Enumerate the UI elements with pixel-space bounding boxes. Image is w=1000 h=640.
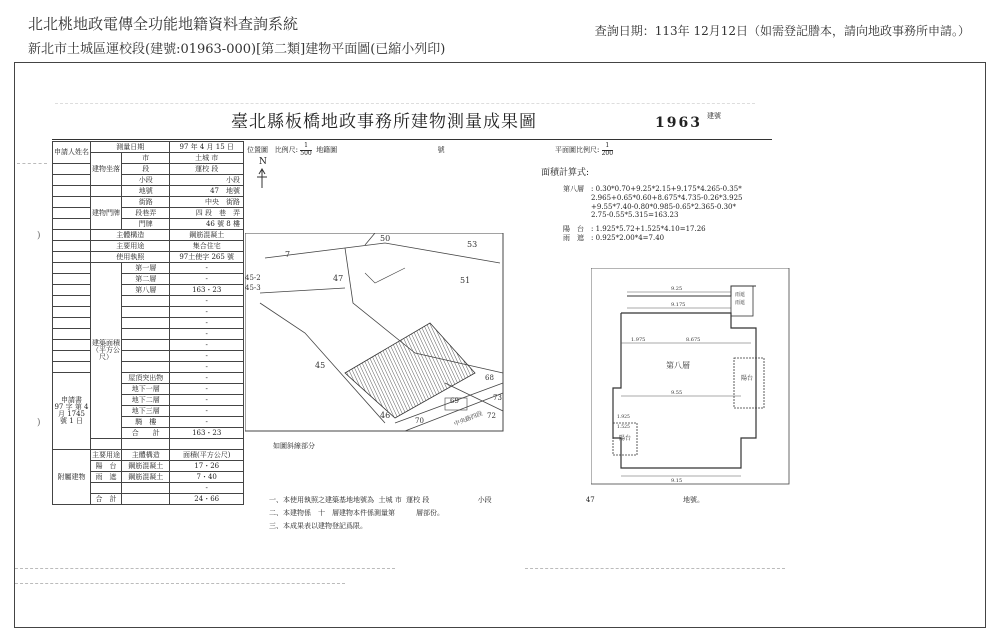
lot-number: 7 (285, 250, 291, 259)
extra-floor-name: 地下一層 (122, 384, 170, 395)
balcony-calc: : 1.925*5.72+1.525*4.10=17.26 (591, 225, 706, 233)
canopy-calc-label: 雨 遮 (563, 234, 584, 242)
plan-dim: 1.925 (617, 415, 630, 420)
extra-floor-area: - (170, 384, 244, 395)
floor-name: 第一層 (122, 263, 170, 274)
subsection-label: 小段 (122, 175, 170, 186)
plan-dim: 9.175 (671, 302, 686, 308)
permit-label: 使用執照 (91, 252, 170, 263)
building-number: 1963 (655, 115, 702, 131)
subsection-value: 小段 (170, 175, 244, 186)
lot-label: 地號 (122, 186, 170, 197)
door-no-label: 門牌 (122, 219, 170, 230)
position-label: 位置圖 (247, 146, 268, 155)
plan-dim: 1.975 (631, 337, 646, 343)
total-value: 163・23 (170, 428, 244, 439)
extra-floor-name: 地下三層 (122, 406, 170, 417)
query-date: 查詢日期：113年 12月12日（如需登記謄本，請向地政事務所申請。） (594, 24, 970, 38)
street-label: 街路 (122, 197, 170, 208)
location-label: 建物坐落 (91, 153, 122, 186)
area-calc-label: 面積計算式: (541, 168, 590, 178)
plan-balcony-label: 陽台 (619, 435, 632, 442)
plan-balcony-label: 陽台 (741, 375, 754, 382)
door-label: 建物門牌 (91, 197, 122, 230)
annex-use: 陽 台 (91, 461, 122, 472)
lot-number: 51 (460, 276, 471, 285)
section-value: 運校 段 (170, 164, 244, 175)
application-label: 申請書 (61, 396, 82, 404)
lot-number: 46 (380, 411, 391, 420)
lot-number: 45-2 (245, 274, 261, 282)
extra-floor-name: 騎 樓 (122, 417, 170, 428)
scan-dash (15, 583, 345, 584)
floor-name: 第二層 (122, 274, 170, 285)
applicant-label: 申請人姓名 (53, 142, 91, 164)
site-scale: $\frac{1}{500}$ (300, 142, 312, 157)
plan-dim: 1.525 (617, 425, 630, 430)
scanned-document-frame (14, 62, 986, 628)
lane-value: 四 段 巷 弄 (170, 208, 244, 219)
lot-number: 45-3 (245, 284, 261, 292)
extra-floor-name: 屋頂突出物 (122, 373, 170, 384)
lot-number: 68 (485, 374, 494, 382)
plan-canopy-label: 雨遮 (735, 300, 746, 306)
north-arrow-icon (257, 167, 267, 189)
balcony-calc-label: 陽 台 (563, 225, 584, 233)
annex-area: 7・40 (170, 472, 244, 483)
annex-col-use: 主要用途 (92, 450, 120, 459)
road-label: 中央路四段 (453, 410, 484, 428)
annex-structure: 鋼筋混凝土 (122, 472, 170, 483)
plan-dim: 9.55 (671, 390, 683, 396)
extra-floor-area: - (170, 395, 244, 406)
city-label: 市 (122, 153, 170, 164)
cadastral-site-map (245, 233, 505, 433)
lot-number: 53 (467, 240, 478, 249)
survey-date: 97 年 4 月 15 日 (170, 142, 244, 153)
lot-number: 47 (333, 274, 344, 283)
canopy-calc: : 0.925*2.00*4=7.40 (591, 234, 665, 242)
scan-dash (15, 568, 395, 569)
annex-col-area: 面積(平方公尺) (170, 450, 244, 461)
document-subtitle: 新北市土城區運校段(建號:01963-000)[第二類]建物平面圖(已縮小列印) (28, 42, 446, 57)
survey-date-label: 測量日期 (91, 142, 170, 153)
lot-number: 50 (380, 234, 391, 243)
extra-floor-area: - (170, 373, 244, 384)
permit-value: 97土使字 265 號 (170, 252, 244, 263)
application-number: 97 字 第 4 月 1745 號 1 日 (54, 403, 89, 425)
note-line-2: 二、本建物係 十 層建物本件係測量第 層部份。 (269, 509, 444, 517)
annex-label: 附屬建物 (53, 450, 91, 505)
lot-number: 69 (450, 397, 459, 405)
lane-label: 段巷弄 (122, 208, 170, 219)
door-no-value: 46 號 8 樓 (170, 219, 244, 230)
annex-total-label: 合 計 (91, 494, 122, 505)
floor8-calc: : 0.30*0.70+9.25*2.15+9.175*4.265-0.35* 2.965+0.65*0.60+8.675*4.735-0.26*3.925 +9.55*7.40-0.80*0.985-0.65*2.365-0.30* 2.75-0.55*5.315=163.23 (591, 185, 743, 220)
section-label: 段 (122, 164, 170, 175)
lot-number: 73 (493, 394, 502, 402)
extra-floor-area: - (170, 406, 244, 417)
application-no (53, 373, 91, 450)
map-label: 地籍圖 (316, 146, 338, 155)
sheet-label: 號 (437, 146, 445, 155)
scan-dash (525, 568, 785, 569)
floor-area-label: 建築面積（平方公尺） (91, 263, 122, 439)
survey-title: 臺北縣板橋地政事務所建物測量成果圖 (231, 112, 537, 132)
extra-floor-name: 地下二層 (122, 395, 170, 406)
floor-area: 163・23 (170, 285, 244, 296)
use-value: 集合住宅 (170, 241, 244, 252)
building-number-label: 建號 (707, 112, 721, 120)
annex-use: 雨 遮 (91, 472, 122, 483)
structure-label: 主體構造 (91, 230, 170, 241)
street-value: 中央 街路 (170, 197, 244, 208)
annex-col-structure: 主體構造 (122, 450, 170, 461)
scan-edge-mark: ) (37, 418, 41, 428)
plan-dim: 9.15 (671, 478, 683, 484)
plan-dim: 8.675 (686, 337, 701, 343)
annex-area: 17・26 (170, 461, 244, 472)
floor-area: - (170, 263, 244, 274)
plan-dim: 9.25 (671, 286, 683, 292)
lot-number: 45 (315, 361, 326, 370)
note-line-1: 一、本使用執照之建築基地地號為 土城 市 運校 段 小段 47 地號。 (269, 496, 704, 504)
lot-number: 70 (415, 417, 424, 425)
plan-scale: 平面圖比例尺: $\frac{1}{200}$ (555, 142, 614, 157)
extra-floor-area: - (170, 417, 244, 428)
site-scale-label: 比例尺: (274, 146, 299, 155)
site-map-header (247, 143, 445, 157)
plan-canopy-label: 雨遮 (735, 292, 746, 298)
structure-value: 鋼筋混凝土 (170, 230, 244, 241)
floor8-calc-label: 第八層 (563, 185, 584, 193)
header-rule (52, 139, 772, 140)
lot-value: 47 地號 (170, 186, 244, 197)
floor-area: - (170, 274, 244, 285)
floor-name: 第八層 (122, 285, 170, 296)
north-label: N (259, 157, 267, 167)
city-value: 土城 市 (170, 153, 244, 164)
annex-total: 24・66 (170, 494, 244, 505)
total-label: 合 計 (122, 428, 170, 439)
system-title: 北北桃地政電傳全功能地籍資料查詢系統 (28, 15, 299, 33)
hatch-legend: 如圖斜線部分 (273, 442, 315, 450)
lot-number: 72 (487, 412, 496, 420)
scan-edge-mark: ) (37, 231, 41, 241)
floor-plan (591, 268, 791, 486)
note-line-3: 三、本成果表以建物登記爲限。 (269, 522, 367, 530)
registry-table: 申請人姓名 測量日期 97 年 4 月 15 日 建物坐落 市 土城 市 段 運校 段 小段 小段 地號 47 地號 建物門牌 街路 中央 街路 段巷弄 四 段 巷 弄 門牌 46 號 8 樓 主體構造 鋼筋混凝土 主要用途 集合住宅 使用執照 97土使字 265 號 建築面積（平方公尺） 第一層 - 第二層 - 第八層 163・23 - - - - - - - 申請書 97 字 第 4 月 1745 號 1 日 屋頂突出物 - 地下一層 - 地下二層 - 地下三層 - 騎 樓 - 合 計 163・23 附屬建物 主要用途 主體構造 面積(平方公尺) 陽 台 鋼筋混凝土 17・26 雨 遮 鋼筋混凝土 7・40 - 合 計 24・66 (52, 141, 244, 505)
scan-dash (55, 103, 755, 104)
annex-structure: 鋼筋混凝土 (122, 461, 170, 472)
plan-floor-label: 第八層 (666, 361, 690, 370)
use-label: 主要用途 (91, 241, 170, 252)
scan-dash (17, 163, 47, 164)
